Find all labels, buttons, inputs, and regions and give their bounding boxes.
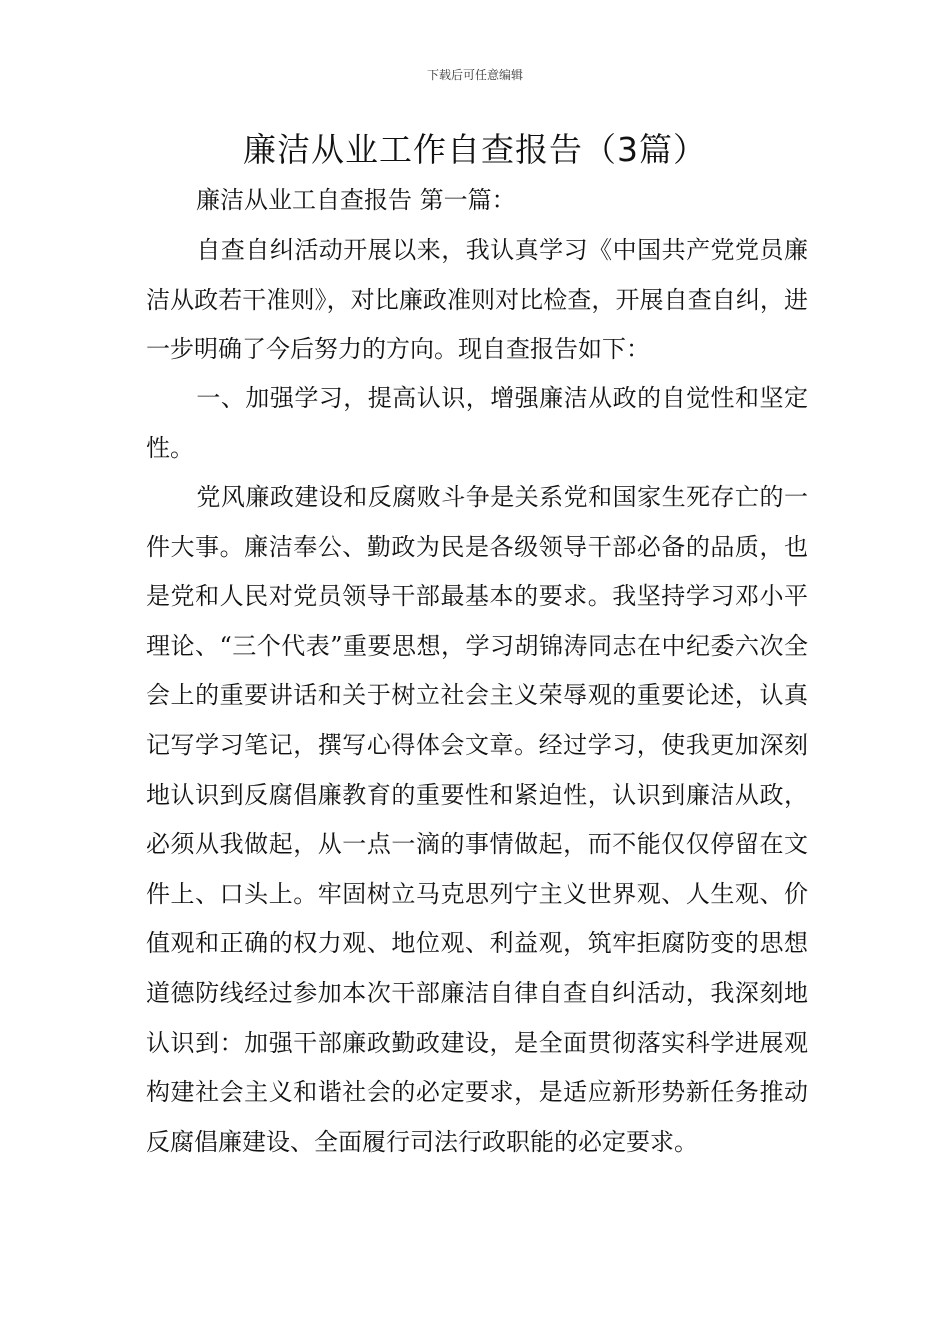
document-title: 廉洁从业工作自查报告（3篇） (243, 130, 707, 169)
document-subtitle: 廉洁从业工自查报告 第一篇： (196, 186, 516, 214)
paragraph-section-heading: 一、加强学习，提高认识，增强廉洁从政的自觉性和坚定性。 (146, 384, 808, 462)
paragraph-intro: 自查自纠活动开展以来，我认真学习《中国共产党党员廉洁从政若干准则》，对比廉政准则对比检查，开展自查自纠，进一步明确了今后努力的方向。现自查报告如下： (146, 236, 808, 364)
page-header-note: 下载后可任意编辑 (426, 68, 523, 82)
paragraph-body: 党风廉政建设和反腐败斗争是关系党和国家生死存亡的一件大事。廉洁奉公、勤政为民是各级领导干部必备的品质，也是党和人民对党员领导干部最基本的要求。我坚持学习邓小平理论、“三个代表”重要思想，学习胡锦涛同志在中纪委六次全会上的重要讲话和关于树立社会主义荣辱观的重要论述，认真记写学习笔记，撰写心得体会文章。经过学习，使我更加深刻地认识到反腐倡廉教育的重要性和紧迫性，认识到廉洁从政，必须从我做起，从一点一滴的事情做起，而不能仅仅停留在文件上、口头上。牢固树立马克思列宁主义世界观、人生观、价值观和正确的权力观、地位观、利益观，筑牢拒腐防变的思想道德防线经过参加本次干部廉洁自律自查自纠活动，我深刻地认识到：加强干部廉政勤政建设，是全面贯彻落实科学进展观构建社会主义和谐社会的必定要求，是适应新形势新任务推动反腐倡廉建设、全面履行司法行政职能的必定要求。 (146, 483, 808, 1156)
